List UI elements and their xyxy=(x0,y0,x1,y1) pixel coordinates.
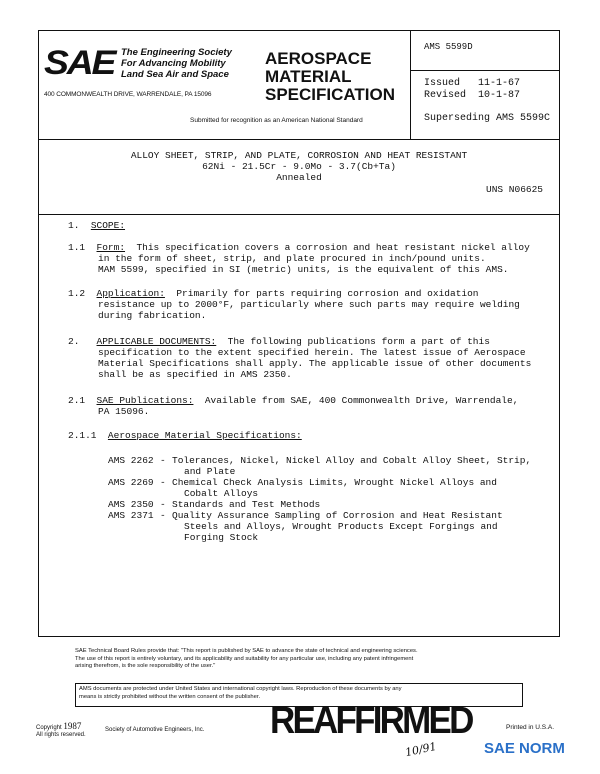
notice-line: means is strictly prohibited without the written consent of the publisher. xyxy=(79,693,261,700)
reference-text: Forging Stock xyxy=(184,532,259,543)
sae-norm-watermark: SAE NORM xyxy=(484,740,565,757)
uns-number: UNS N06625 xyxy=(486,184,544,195)
spec-type-line: MATERIAL xyxy=(265,67,352,86)
submitted-note: Submitted for recognition as an American National Standard xyxy=(190,117,363,124)
notice-line: AMS documents are protected under United States and international copyright laws. Reproduction of these documents by any xyxy=(79,686,402,692)
reference-text: Cobalt Alloys xyxy=(184,488,259,499)
org-tagline xyxy=(121,47,232,80)
section-number: 2.1.1 xyxy=(68,430,97,441)
title-divider xyxy=(38,214,560,215)
section-title: APPLICABLE DOCUMENTS: xyxy=(96,336,217,347)
paragraph-line: This specification covers a corrosion and heat resistant nickel alloy xyxy=(136,242,530,253)
section-1-2 xyxy=(68,288,520,321)
section-number: 2.1 xyxy=(68,395,86,406)
reference-list xyxy=(108,455,531,543)
reference-item: AMS 2350 - Standards and Test Methods xyxy=(108,499,321,510)
spec-type-title xyxy=(265,50,395,104)
section-number: 1.1 xyxy=(68,242,86,253)
tagline-line: The Engineering Society xyxy=(121,47,232,58)
technical-board-rules xyxy=(75,648,525,671)
reference-code: AMS 2371 xyxy=(108,510,154,521)
org-address: 400 COMMONWEALTH DRIVE, WARRENDALE, PA 15096 xyxy=(44,91,212,98)
paragraph-line: The following publications form a part of this xyxy=(227,336,490,347)
sae-logo: SAE xyxy=(44,44,115,82)
handwritten-date: 10/91 xyxy=(403,739,438,760)
paragraph-line: during fabrication. xyxy=(98,310,207,321)
section-2 xyxy=(68,336,531,380)
section-number: 1.2 xyxy=(68,288,86,299)
issued-date: Issued 11-1-67 xyxy=(424,78,521,89)
header-divider xyxy=(38,139,560,140)
revised-date: Revised 10-1-87 xyxy=(424,90,521,101)
reference-text: Steels and Alloys, Wrought Products Except Forgings and xyxy=(184,521,498,532)
reaffirmed-stamp: REAFFIRMED xyxy=(270,700,472,742)
tagline-line: For Advancing Mobility xyxy=(121,58,226,69)
reference-text: Quality Assurance Sampling of Corrosion and Heat Resistant xyxy=(172,510,503,521)
section-number: 1. xyxy=(68,220,80,231)
paragraph-line: specification to the extent specified herein. The latest issue of Aerospace xyxy=(98,347,526,358)
paragraph-line: Material Specifications shall apply. The applicable issue of other documents xyxy=(98,358,532,369)
header-vertical-divider xyxy=(410,30,411,139)
reference-code: AMS 2350 xyxy=(108,499,154,510)
reference-item: AMS 2262 - Tolerances, Nickel, Nickel Alloy and Cobalt Alloy Sheet, Strip, and Plate xyxy=(108,455,532,477)
rules-line: SAE Technical Board Rules provide that: "This report is published by SAE to advance the state of technical and engineering sciences. xyxy=(75,648,418,654)
reference-code: AMS 2262 xyxy=(108,455,154,466)
copyright-label: Copyright xyxy=(36,725,62,731)
reference-code: AMS 2269 xyxy=(108,477,154,488)
doc-number: AMS 5599D xyxy=(424,42,473,52)
section-title: SCOPE: xyxy=(90,220,126,231)
paragraph-line: resistance up to 2000°F, particularly where such parts may require welding xyxy=(98,299,520,310)
rules-line: The use of this report is entirely voluntary, and its applicability and suitability for any particular use, including any patent infringement xyxy=(75,655,414,662)
section-2-1 xyxy=(68,395,518,417)
section-title: SAE Publications: xyxy=(96,395,194,406)
document-title xyxy=(38,150,560,183)
issue-dates xyxy=(424,78,520,102)
paragraph-line: Available from SAE, 400 Commonwealth Drive, Warrendale, xyxy=(204,395,519,406)
reference-text: Chemical Check Analysis Limits, Wrought Nickel Alloys and xyxy=(172,477,497,488)
header-box-divider xyxy=(410,70,560,71)
section-title: Application: xyxy=(96,288,165,299)
section-1-1 xyxy=(68,242,530,275)
spec-type-line: AEROSPACE xyxy=(265,49,372,68)
copyright xyxy=(36,723,86,739)
paragraph-line: PA 15096. xyxy=(98,406,150,417)
printed-in: Printed in U.S.A. xyxy=(506,724,555,731)
paragraph-line: Primarily for parts requiring corrosion and oxidation xyxy=(176,288,479,299)
paragraph-line: shall be as specified in AMS 2350. xyxy=(98,369,292,380)
tagline-line: Land Sea Air and Space xyxy=(121,69,229,80)
spec-type-line: SPECIFICATION xyxy=(265,85,396,104)
reference-item: AMS 2371 - Quality Assurance Sampling of Corrosion and Heat Resistant Steels and Alloys, Wrought Products Except Forgings and Forging Stock xyxy=(108,510,503,543)
superseding: Superseding AMS 5599C xyxy=(424,113,551,124)
section-title: Aerospace Material Specifications: xyxy=(107,430,302,441)
reference-item: AMS 2269 - Chemical Check Analysis Limits, Wrought Nickel Alloys and Cobalt Alloys xyxy=(108,477,497,499)
section-2-1-1-heading xyxy=(68,430,302,441)
copyright-year: 1987 xyxy=(63,721,82,731)
title-line: ALLOY SHEET, STRIP, AND PLATE, CORROSION AND HEAT RESISTANT xyxy=(130,150,468,161)
section-1-heading xyxy=(68,220,125,231)
paragraph-line: MAM 5599, specified in SI (metric) units, is the equivalent of this AMS. xyxy=(98,264,509,275)
section-title: Form: xyxy=(96,242,126,253)
rules-line: arising therefrom, is the sole responsibility of the user." xyxy=(75,663,216,669)
society-name: Society of Automotive Engineers, Inc. xyxy=(105,727,205,733)
section-number: 2. xyxy=(68,336,80,347)
reference-text: and Plate xyxy=(184,466,236,477)
paragraph-line: in the form of sheet, strip, and plate procured in inch/pound units. xyxy=(98,253,486,264)
reference-text: Standards and Test Methods xyxy=(172,499,321,510)
title-line: 62Ni - 21.5Cr - 9.0Mo - 3.7(Cb+Ta) xyxy=(202,161,396,172)
reference-text: Tolerances, Nickel, Nickel Alloy and Cobalt Alloy Sheet, Strip, xyxy=(172,455,532,466)
title-line: Annealed xyxy=(276,172,322,183)
rights-reserved: All rights reserved. xyxy=(36,732,86,738)
